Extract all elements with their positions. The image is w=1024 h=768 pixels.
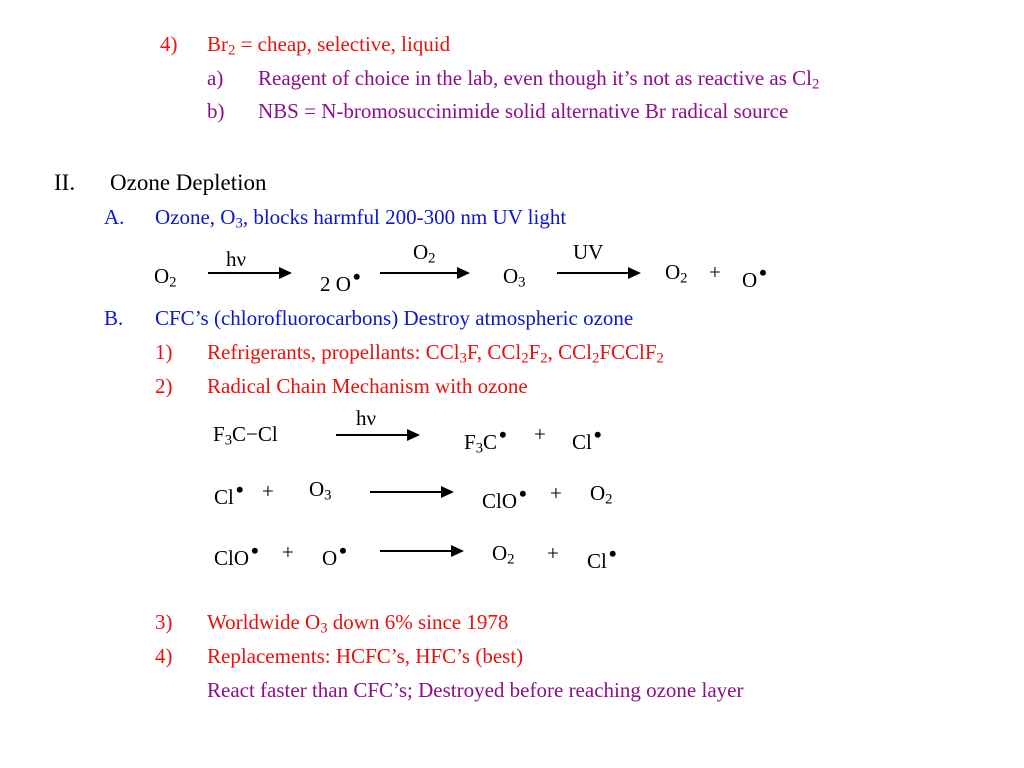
b1-mid: F bbox=[528, 340, 541, 364]
o3-subscript: 3 bbox=[518, 274, 526, 291]
item-4a-text bbox=[258, 66, 820, 93]
item-b3-text bbox=[207, 610, 509, 637]
item-4a-body: Reagent of choice in the lab, even though it’s not as reactive as Cl bbox=[258, 66, 812, 90]
b1-pre: Refrigerants, propellants: CCl bbox=[207, 340, 460, 364]
radical-dot: • bbox=[499, 422, 507, 447]
o2-top-symbol: O bbox=[413, 240, 429, 264]
mech-r3-product-cl bbox=[587, 543, 617, 572]
item-a-subscript: 3 bbox=[235, 215, 243, 232]
mech-r2-reactant-o3 bbox=[309, 477, 332, 504]
ozone-rxn-uv-label: UV bbox=[573, 240, 604, 264]
o-subscript: 2 bbox=[605, 491, 613, 508]
mech-r2-plus-2: + bbox=[550, 481, 562, 505]
o-symbol: O bbox=[322, 546, 338, 570]
c-cl-bond: C−Cl bbox=[232, 422, 278, 446]
b1-mid: FCClF bbox=[599, 340, 657, 364]
item-4b-text: NBS = N-bromosuccinimide solid alternative Br radical source bbox=[258, 99, 789, 123]
mech-r3-product-o2 bbox=[492, 541, 515, 568]
ozone-rxn-o2-over-arrow bbox=[413, 240, 436, 267]
radical-dot: • bbox=[519, 481, 527, 506]
b1-sub: 2 bbox=[540, 350, 548, 367]
mech-r1-product-cl bbox=[572, 424, 602, 453]
o-symbol: O bbox=[309, 477, 325, 501]
radical-dot: • bbox=[352, 264, 361, 289]
item-b4-note: React faster than CFC’s; Destroyed before reaching ozone layer bbox=[207, 678, 744, 702]
item-b4-number: 4) bbox=[155, 644, 173, 668]
item-4a-subscript: 2 bbox=[812, 76, 820, 93]
ozone-rxn-o3 bbox=[503, 264, 526, 291]
item-b3-number: 3) bbox=[155, 610, 173, 634]
mech-r2-arrow bbox=[370, 491, 452, 493]
item-a-pre: Ozone, O bbox=[155, 205, 236, 229]
item-4-number: 4) bbox=[160, 32, 178, 56]
radical-dot: • bbox=[759, 260, 767, 285]
mech-r3-reactant-clo bbox=[214, 540, 259, 569]
item-b2-number: 2) bbox=[155, 374, 173, 398]
item-4-text bbox=[207, 32, 451, 59]
item-4b-letter: b) bbox=[207, 99, 225, 123]
mech-r3-arrow bbox=[380, 550, 462, 552]
b1-sub: 2 bbox=[521, 350, 529, 367]
f-subscript: 3 bbox=[224, 432, 233, 449]
radical-dot: • bbox=[251, 538, 259, 563]
ozone-rxn-o2-reactant bbox=[154, 264, 177, 291]
b3-subscript: 3 bbox=[320, 620, 328, 637]
br-subscript: 2 bbox=[228, 42, 236, 59]
cl-symbol: Cl bbox=[572, 430, 592, 454]
clo-symbol: ClO bbox=[214, 546, 250, 570]
mech-r1-hv-label: hν bbox=[356, 406, 376, 430]
radical-dot: • bbox=[608, 541, 617, 566]
o-subscript: 2 bbox=[507, 551, 515, 568]
mech-r1-product-cf3 bbox=[464, 422, 507, 457]
br-symbol: Br bbox=[207, 32, 228, 56]
br-description: = cheap, selective, liquid bbox=[235, 32, 451, 56]
cl-symbol: Cl bbox=[214, 485, 234, 509]
item-b2-text: Radical Chain Mechanism with ozone bbox=[207, 374, 528, 398]
b1-sub: 3 bbox=[459, 350, 467, 367]
item-a-post: , blocks harmful 200-300 nm UV light bbox=[242, 205, 567, 229]
prod-o2-symbol: O bbox=[665, 260, 681, 284]
prod-o-symbol: O bbox=[742, 268, 758, 292]
radical-dot: • bbox=[235, 477, 244, 502]
mech-r1-reactant bbox=[213, 422, 278, 449]
mech-r1-plus: + bbox=[534, 422, 546, 446]
b1-sub: 2 bbox=[656, 350, 664, 367]
ozone-rxn-arrow-1 bbox=[208, 272, 290, 274]
b1-mid: F, CCl bbox=[466, 340, 522, 364]
prod-o2-subscript: 2 bbox=[680, 270, 688, 287]
radical-dot: • bbox=[593, 422, 602, 447]
section-numeral: II. bbox=[54, 170, 76, 195]
item-a-text bbox=[155, 205, 567, 232]
b1-sub: 2 bbox=[591, 350, 600, 367]
item-b1-text bbox=[207, 340, 664, 367]
f-symbol: F bbox=[213, 422, 225, 446]
ozone-rxn-product-o2 bbox=[665, 260, 688, 287]
o-symbol: O bbox=[492, 541, 508, 565]
b3-pre: Worldwide O bbox=[207, 610, 321, 634]
o-symbol: O bbox=[590, 481, 606, 505]
ozone-rxn-product-o bbox=[742, 262, 767, 291]
radical-dot: • bbox=[339, 538, 347, 563]
ozone-rxn-arrow-3 bbox=[557, 272, 639, 274]
ozone-rxn-2o bbox=[320, 266, 361, 295]
mech-r3-plus-2: + bbox=[547, 541, 559, 565]
f-subscript: 3 bbox=[475, 440, 484, 457]
mech-r1-arrow bbox=[336, 434, 418, 436]
two-o-text: 2 O bbox=[320, 272, 351, 296]
o2-subscript: 2 bbox=[169, 274, 177, 291]
item-b1-number: 1) bbox=[155, 340, 173, 364]
mech-r2-plus: + bbox=[262, 479, 274, 503]
ozone-rxn-hv-label: hν bbox=[226, 247, 246, 271]
f-symbol: F bbox=[464, 430, 476, 454]
o2-symbol: O bbox=[154, 264, 170, 288]
ozone-rxn-plus: + bbox=[709, 260, 721, 284]
ozone-rxn-arrow-2 bbox=[380, 272, 468, 274]
section-title: Ozone Depletion bbox=[110, 170, 267, 195]
cl-symbol: Cl bbox=[587, 549, 607, 573]
item-4a-letter: a) bbox=[207, 66, 224, 90]
mech-r3-reactant-o bbox=[322, 540, 347, 569]
o-subscript: 3 bbox=[324, 487, 332, 504]
item-b-text: CFC’s (chlorofluorocarbons) Destroy atmospheric ozone bbox=[155, 306, 634, 330]
b1-mid: , CCl bbox=[547, 340, 592, 364]
b3-post: down 6% since 1978 bbox=[327, 610, 509, 634]
mech-r2-product-o2 bbox=[590, 481, 613, 508]
c-symbol: C bbox=[483, 430, 498, 454]
item-b4-text: Replacements: HCFC’s, HFC’s (best) bbox=[207, 644, 524, 668]
mech-r2-product-clo bbox=[482, 483, 527, 512]
o2-top-subscript: 2 bbox=[428, 250, 436, 267]
item-b-letter: B. bbox=[104, 306, 124, 330]
mech-r3-plus: + bbox=[282, 540, 294, 564]
item-a-letter: A. bbox=[104, 205, 125, 229]
o3-symbol: O bbox=[503, 264, 519, 288]
mech-r2-reactant-cl bbox=[214, 479, 244, 508]
clo-symbol: ClO bbox=[482, 489, 518, 513]
